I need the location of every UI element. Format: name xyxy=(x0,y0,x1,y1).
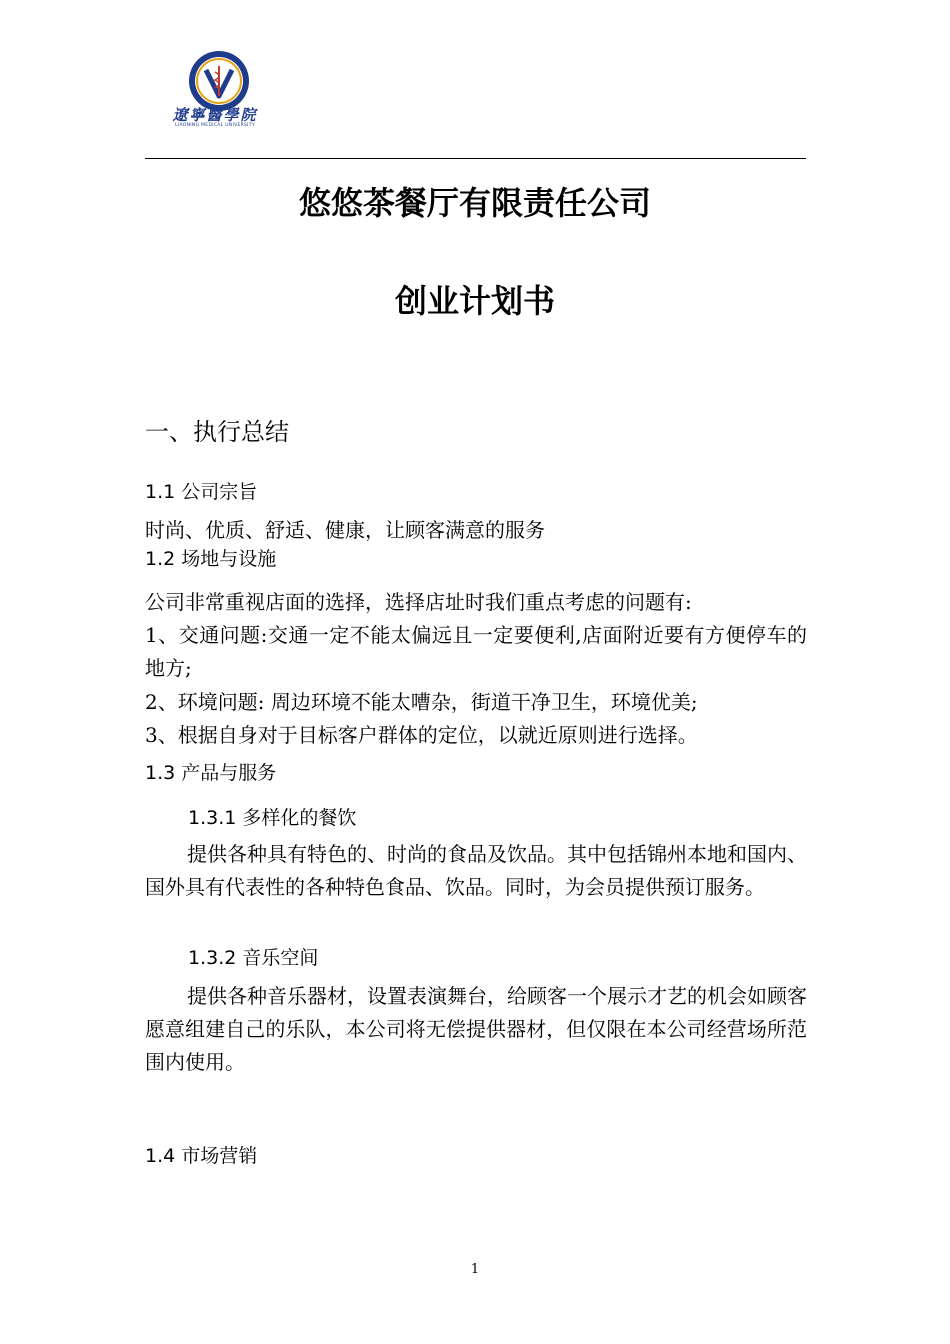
company-mission-text: 时尚、优质、舒适、健康，让顾客满意的服务 xyxy=(145,518,545,542)
site-item-3: 3、根据自身对于目标客户群体的定位，以就近原则进行选择。 xyxy=(145,723,698,747)
page-number: 1 xyxy=(470,1262,480,1277)
heading-1-4: 1.4 市场营销 xyxy=(145,1145,258,1167)
heading-1-3-2: 1.3.2 音乐空间 xyxy=(188,947,319,969)
catering-text: 提供各种具有特色的、时尚的食品及饮品。其中包括锦州本地和国内、国外具有代表性的各种特色食品、饮品。同时，为会员提供预订服务。 xyxy=(145,842,807,899)
heading-1-3-1: 1.3.1 多样化的餐饮 xyxy=(188,807,357,829)
site-intro-text: 公司非常重视店面的选择，选择店址时我们重点考虑的问题有: xyxy=(145,590,692,614)
logo-subtext: LIAONING MEDICAL UNIVERSITY xyxy=(175,123,255,128)
company-title: 悠悠茶餐厅有限责任公司 xyxy=(298,184,651,222)
university-emblem-icon xyxy=(188,50,250,112)
heading-1-2: 1.2 场地与设施 xyxy=(145,548,277,570)
section-heading-executive-summary: 一、执行总结 xyxy=(145,418,289,446)
site-item-2: 2、环境问题: 周边环境不能太嘈杂，街道干净卫生，环境优美; xyxy=(145,690,698,714)
site-item-1: 1、交通问题:交通一定不能太偏远且一定要便利,店面附近要有方便停车的地方; xyxy=(145,623,807,680)
university-logo xyxy=(188,50,250,112)
heading-1-1: 1.1 公司宗旨 xyxy=(145,481,258,503)
heading-1-3: 1.3 产品与服务 xyxy=(145,762,277,784)
document-title: 创业计划书 xyxy=(394,282,555,320)
header-divider xyxy=(145,158,806,159)
logo-text: 遼寧醫學院 xyxy=(172,106,258,124)
music-space-text: 提供各种音乐器材，设置表演舞台，给顾客一个展示才艺的机会如顾客愿意组建自己的乐队，本公司将无偿提供器材，但仅限在本公司经营场所范围内使用。 xyxy=(145,984,807,1074)
